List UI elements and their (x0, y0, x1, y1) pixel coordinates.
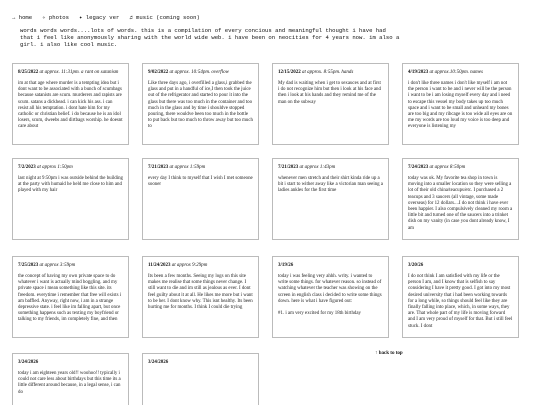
entry-card (272, 63, 389, 145)
entry-date: 12/15/2022 at approx. 8:55pm. hands (278, 70, 354, 75)
entry-text: the concept of having my own private space to do whatever i want is actually mind boggling. and my private space i mean something like this site. its freedom. everytime i remember that free will exists i am baffled. Anyway, right now, i am in a strange depressive state. i feel like im falling apart, but once something happens such as texting my boyfriend or talking to my friends, im completely fine, and then (18, 274, 122, 323)
intro-text: words words words....lots of words. this is a compilation of every concious and meaningful thought i have had that i feel like anonymously sharing with the world wide web. i have been on neocities for 4 years now. im also a girl. i also like cool music. (20, 27, 400, 48)
entry-card (12, 353, 129, 405)
entry-card (12, 63, 129, 145)
entry-card (402, 158, 519, 240)
entry-date: 3/24/2026 (148, 360, 169, 365)
entry-date: 7/21/2023 at approx 1:59pm (148, 165, 206, 170)
entry-date: 3/19/26 (278, 263, 294, 268)
entry-card (142, 63, 259, 145)
entry-card (402, 63, 519, 145)
entry-card (142, 256, 259, 338)
entry-card (12, 158, 129, 240)
entry-text: every day I think to myself that I wish I met someone sooner (148, 176, 253, 188)
entry-text: My dad is waiting when i get to sexauces and at first i do not recognize him but then i look at his face and then i look at his hands and they remind me of the man on the subway (278, 81, 381, 105)
entries-grid (12, 63, 532, 405)
entry-text: i don't like three names i don't like myself i am not the person i want to be and i never will be the person i want to be i am losing myself every day and i need to escape this vessel my body takes up too much space and i want to be small and unheard my bones are too big and my ribcage is too wide all eyes are on me my words are too loud my voice is too deep and everyone is listening my (408, 81, 513, 130)
entry-date: 7/24/2023 at approx 8:50pm (408, 165, 466, 170)
entry-date: 8/25/2022 at approx. 11:31pm. a rant on satanism (18, 70, 119, 75)
entry-date: 7/21/2023 at approx 1:43pm (278, 165, 336, 170)
entry-text: last night at 9:50pm i was outside behind the building at the party with humaid he held me close to him and played with my hair (18, 176, 124, 194)
nav-link-photos[interactable]: ✧ photos (42, 14, 70, 21)
top-nav (12, 14, 200, 21)
entry-text: whenever men stretch and their shirt kinda ride up a bit i start to wither away like a victorian man seeing a ladies ankles for the first time (278, 176, 383, 194)
nav-link-home[interactable]: → home (12, 14, 33, 21)
entry-date: 9/02/2022 at approx. 10:54pm. overflow (148, 70, 229, 75)
entry-date: 7/25/2023 at approx 3:59pm (18, 263, 76, 268)
entry-date: 7/2/2023 at approx 1:50pm (18, 165, 73, 170)
entry-text: Its been a few months. Seeing my logs on this site makes me realise that some things never change. I still want to die and im still as jealous as ever. I dont feel guilty about it at all. He likes me more but i want to be her. I dont know why. This isnt healthy. Its been hurting me for months. I think I could die trying (148, 274, 253, 311)
back-to-top-link[interactable]: ↑ back to top (375, 351, 403, 356)
entry-text: today i was feeling very ahhh. writy. i wanted to write some things. for whatever reason. so instead of watching whatever the teacher was showing on the screen in english class i decided to write some things down. here is what i have figured out: #1. i am very excited for my 18th birthday (278, 274, 382, 317)
entry-date: 4/19/2023 at approx.10:50pm. names (408, 70, 483, 75)
entry-text: im at that age where murder is a tempting idea but i dont want to be associated with a bunch of scumbags because satanists are scum. murderers and rapists are scum. satans a dickhead. i can kick his ass. i can resist all his temptation. i dont hate him for my catholic or christian belief. i do because he is an idol losers, scum, dweebs and dirtbags worship. he doesnt care about (18, 81, 123, 130)
entry-text: Like three days ago, i overfilled a glass,i grabbed the glass and put in a handful of ice,I then took the juice out of the refrigerator and started to pour it into the glass but there was too much in the container and too much in the glass and by time i shouldve stopped pouring, there wouldve been too much in the bottle to put back but too much to throw away but too much to (148, 81, 253, 130)
entry-card (12, 256, 129, 338)
entry-card (272, 256, 389, 338)
entry-text: today i am eighteen years old!! woohoo!! typically i could not care less about birthdays but this time its a little different around because, in a legal sense, i can do (18, 371, 121, 395)
entry-date: 3/24/2026 (18, 360, 39, 365)
entry-text: I do not think I am satisfied with my life or the person I am, and I know that is selfish to say considering I have it pretty good. I got into my most desired university that i had been working towards for a long while, so things should feel like they are finally falling into place, which, in some ways, they are. That whole part of my life is moving forward and I am very proud of myself for that. But i still feel stuck. I dont (408, 274, 513, 329)
entry-text: today was ok. My favorite tea shop in town is moving into a smaller location so they were selling a lot of their old china/teacups/etc. I purchased a 2 teacups and 3 saucers (all vintage, some made overseas) for 12 dollars....I do not think i have ever been happier. I also compulsively cleaned my room a little bit and turned one of the saucers into a trinket dish on my vanity (in case you dont already know, I am (408, 176, 513, 231)
entry-date: 3/20/26 (408, 263, 424, 268)
entry-card (142, 158, 259, 240)
entry-date: 11/24/2023 at approx 9:29pm (148, 263, 208, 268)
entry-card (272, 158, 389, 240)
entry-card (402, 256, 519, 338)
nav-link-legacy[interactable]: ✦ legacy ver (79, 14, 120, 21)
nav-link-music[interactable]: ♬ music (coming soon) (129, 14, 200, 21)
entry-card (142, 353, 259, 405)
